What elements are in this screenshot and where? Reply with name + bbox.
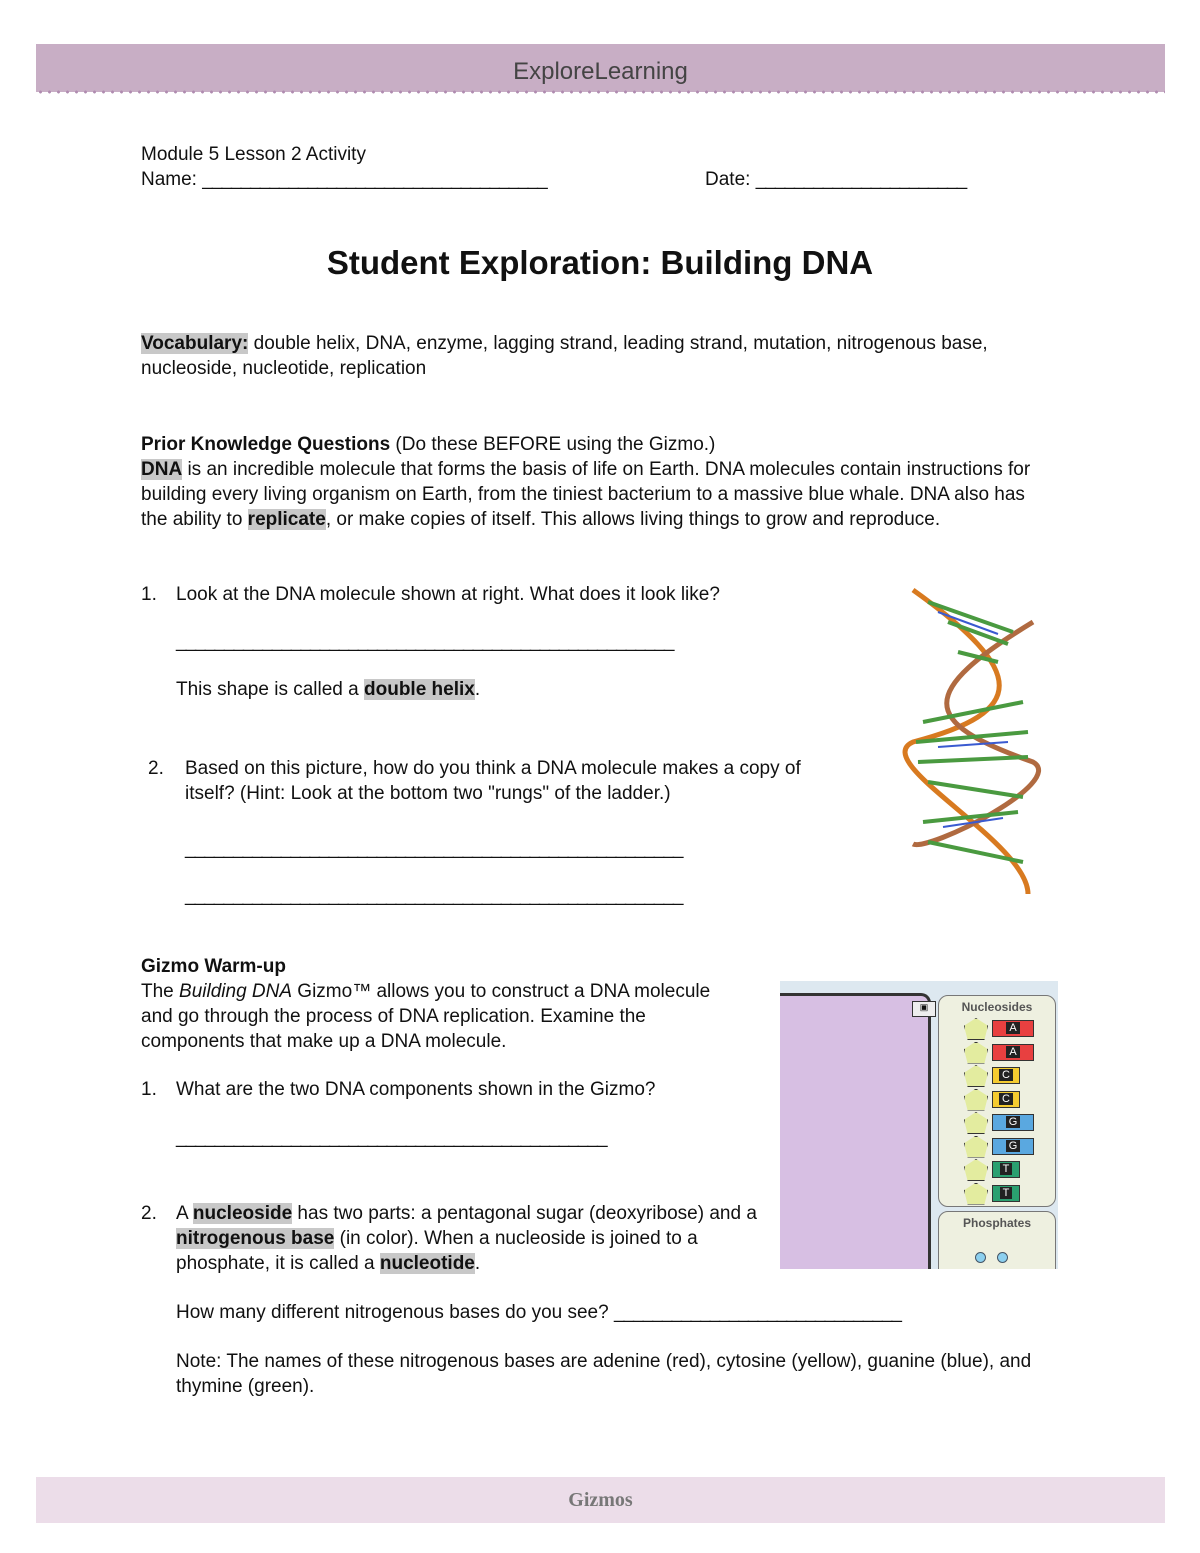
- dna-double-helix-image: [898, 582, 1048, 902]
- base-letter: G: [1006, 1116, 1021, 1128]
- prior-knowledge-section: [141, 432, 1046, 532]
- date-label: Date:: [705, 169, 751, 190]
- warmup-heading: Gizmo Warm-up: [141, 956, 286, 977]
- meta-block: [141, 142, 1091, 192]
- question-number: 2.: [141, 1203, 157, 1224]
- answer-line[interactable]: ______________________________: [613, 1302, 901, 1323]
- intro-text-1: is an incredible molecule that forms the basis of life on Earth. DNA molecules contain instructions for building every living organism on Earth, from the tiniest bacterium to a massive blue whale. DNA also has the ability to: [141, 459, 1031, 530]
- cell-illustration: [780, 993, 931, 1269]
- nucleoside-t[interactable]: [964, 1159, 1044, 1179]
- intro-text-2: , or make copies of itself. This allows living things to grow and reproduce.: [325, 509, 941, 530]
- sugar-pentagon: [964, 1065, 988, 1087]
- answer-line[interactable]: _____________________________________________: [176, 1127, 607, 1148]
- question-text: What are the two DNA components shown in the Gizmo?: [176, 1079, 656, 1100]
- module-label: Module 5 Lesson 2 Activity: [141, 144, 366, 165]
- vocabulary-label: Vocabulary:: [141, 333, 249, 354]
- nucleoside-g[interactable]: [964, 1112, 1044, 1132]
- header-dotted-border: [36, 90, 1165, 94]
- gizmo-name: Building DNA: [179, 981, 293, 1002]
- answer-line[interactable]: ____________________________________________________: [176, 631, 674, 652]
- vocabulary: [141, 331, 1051, 381]
- nucleosides-panel: [938, 995, 1056, 1207]
- phosphate[interactable]: [975, 1252, 986, 1263]
- base-letter: T: [1000, 1187, 1013, 1199]
- text: (in color). When a nucleoside is joined to a phosphate, it is called a: [176, 1228, 698, 1274]
- nitrogenous-base: [992, 1161, 1020, 1178]
- nitrogenous-base: [992, 1138, 1034, 1155]
- sugar-pentagon: [964, 1183, 988, 1205]
- question-number: 2.: [148, 758, 164, 779]
- name-field[interactable]: ____________________________________: [202, 169, 547, 190]
- gizmos-logo: Gizmos: [568, 1489, 633, 1511]
- nitrogenous-base: [992, 1114, 1034, 1131]
- nucleoside-c[interactable]: [964, 1065, 1044, 1085]
- term-double-helix: double helix: [364, 679, 475, 700]
- base-letter: C: [999, 1069, 1013, 1081]
- date-field[interactable]: ______________________: [755, 169, 967, 190]
- intro-text-rest: Gizmo™ allows you to construct a DNA molecule and go through the process of DNA replication. Examine the components that make up a DNA molecule.: [141, 981, 711, 1052]
- base-letter: A: [1006, 1046, 1019, 1058]
- nucleoside-t[interactable]: [964, 1183, 1044, 1203]
- sugar-pentagon: [964, 1018, 988, 1040]
- sugar-pentagon: [964, 1136, 988, 1158]
- question-text: Look at the DNA molecule shown at right. What does it look like?: [176, 584, 720, 605]
- nucleoside-c[interactable]: [964, 1089, 1044, 1109]
- prior-question-2: [148, 756, 868, 908]
- text: has two parts: a pentagonal sugar (deoxyribose) and a: [292, 1203, 757, 1224]
- header-band: [36, 44, 1165, 92]
- vocabulary-list: double helix, DNA, enzyme, lagging strand, leading strand, mutation, nitrogenous base, nucleoside, nucleotide, replication: [141, 333, 988, 379]
- answer-line-1[interactable]: ____________________________________________________: [185, 838, 683, 859]
- nitrogenous-base: [992, 1067, 1020, 1084]
- sugar-pentagon: [964, 1159, 988, 1181]
- prior-knowledge-note: (Do these BEFORE using the Gizmo.): [390, 434, 716, 455]
- nucleoside-g[interactable]: [964, 1136, 1044, 1156]
- base-letter: C: [999, 1093, 1013, 1105]
- question-number: 1.: [141, 1079, 157, 1100]
- base-letter: G: [1006, 1140, 1021, 1152]
- text: .: [474, 1253, 481, 1274]
- sugar-pentagon: [964, 1042, 988, 1064]
- intro-text: The: [141, 981, 180, 1002]
- gizmo-warmup-section: [141, 954, 721, 1054]
- base-letter: T: [1000, 1163, 1013, 1175]
- footer-band: [36, 1477, 1165, 1523]
- nucleosides-title: Nucleosides: [961, 1000, 1033, 1014]
- warmup-question-1: [141, 1077, 781, 1150]
- answer-line-2[interactable]: ____________________________________________________: [185, 885, 683, 906]
- nitrogenous-base: [992, 1044, 1034, 1061]
- phosphate[interactable]: [997, 1252, 1008, 1263]
- nitrogenous-base: [992, 1091, 1020, 1108]
- nucleoside-a[interactable]: [964, 1018, 1044, 1038]
- gizmo-screenshot: [780, 981, 1058, 1269]
- phosphates-panel: [938, 1211, 1056, 1269]
- sugar-pentagon: [964, 1112, 988, 1134]
- nitrogenous-base: [992, 1185, 1020, 1202]
- bases-note: Note: The names of these nitrogenous bases are adenine (red), cytosine (yellow), guanine (blue), and thymine (green).: [176, 1351, 1032, 1397]
- camera-icon: ▣: [912, 1001, 936, 1017]
- term-dna: DNA: [141, 459, 183, 480]
- term-nucleoside: nucleoside: [192, 1203, 293, 1224]
- base-letter: A: [1006, 1022, 1019, 1034]
- shape-text: This shape is called a: [176, 679, 364, 700]
- term-nitrogenous-base: nitrogenous base: [176, 1228, 335, 1249]
- text: A: [176, 1203, 193, 1224]
- phosphates-title: Phosphates: [962, 1216, 1031, 1230]
- explorelearning-logo: ExploreLearning: [513, 58, 688, 85]
- prior-question-1: [141, 582, 861, 702]
- prior-knowledge-heading: Prior Knowledge Questions: [141, 434, 391, 455]
- term-nucleotide: nucleotide: [379, 1253, 475, 1274]
- page-title: Student Exploration: Building DNA: [326, 244, 874, 281]
- nucleoside-a[interactable]: [964, 1042, 1044, 1062]
- nitrogenous-base: [992, 1020, 1034, 1037]
- bases-question: How many different nitrogenous bases do you see?: [176, 1302, 614, 1323]
- sugar-pentagon: [964, 1089, 988, 1111]
- question-text: Based on this picture, how do you think a DNA molecule makes a copy of itself? (Hint: Look at the bottom two "rungs" of the ladder.): [185, 758, 801, 804]
- name-label: Name:: [141, 169, 197, 190]
- period: .: [474, 679, 481, 700]
- term-replicate: replicate: [247, 509, 326, 530]
- question-number: 1.: [141, 584, 157, 605]
